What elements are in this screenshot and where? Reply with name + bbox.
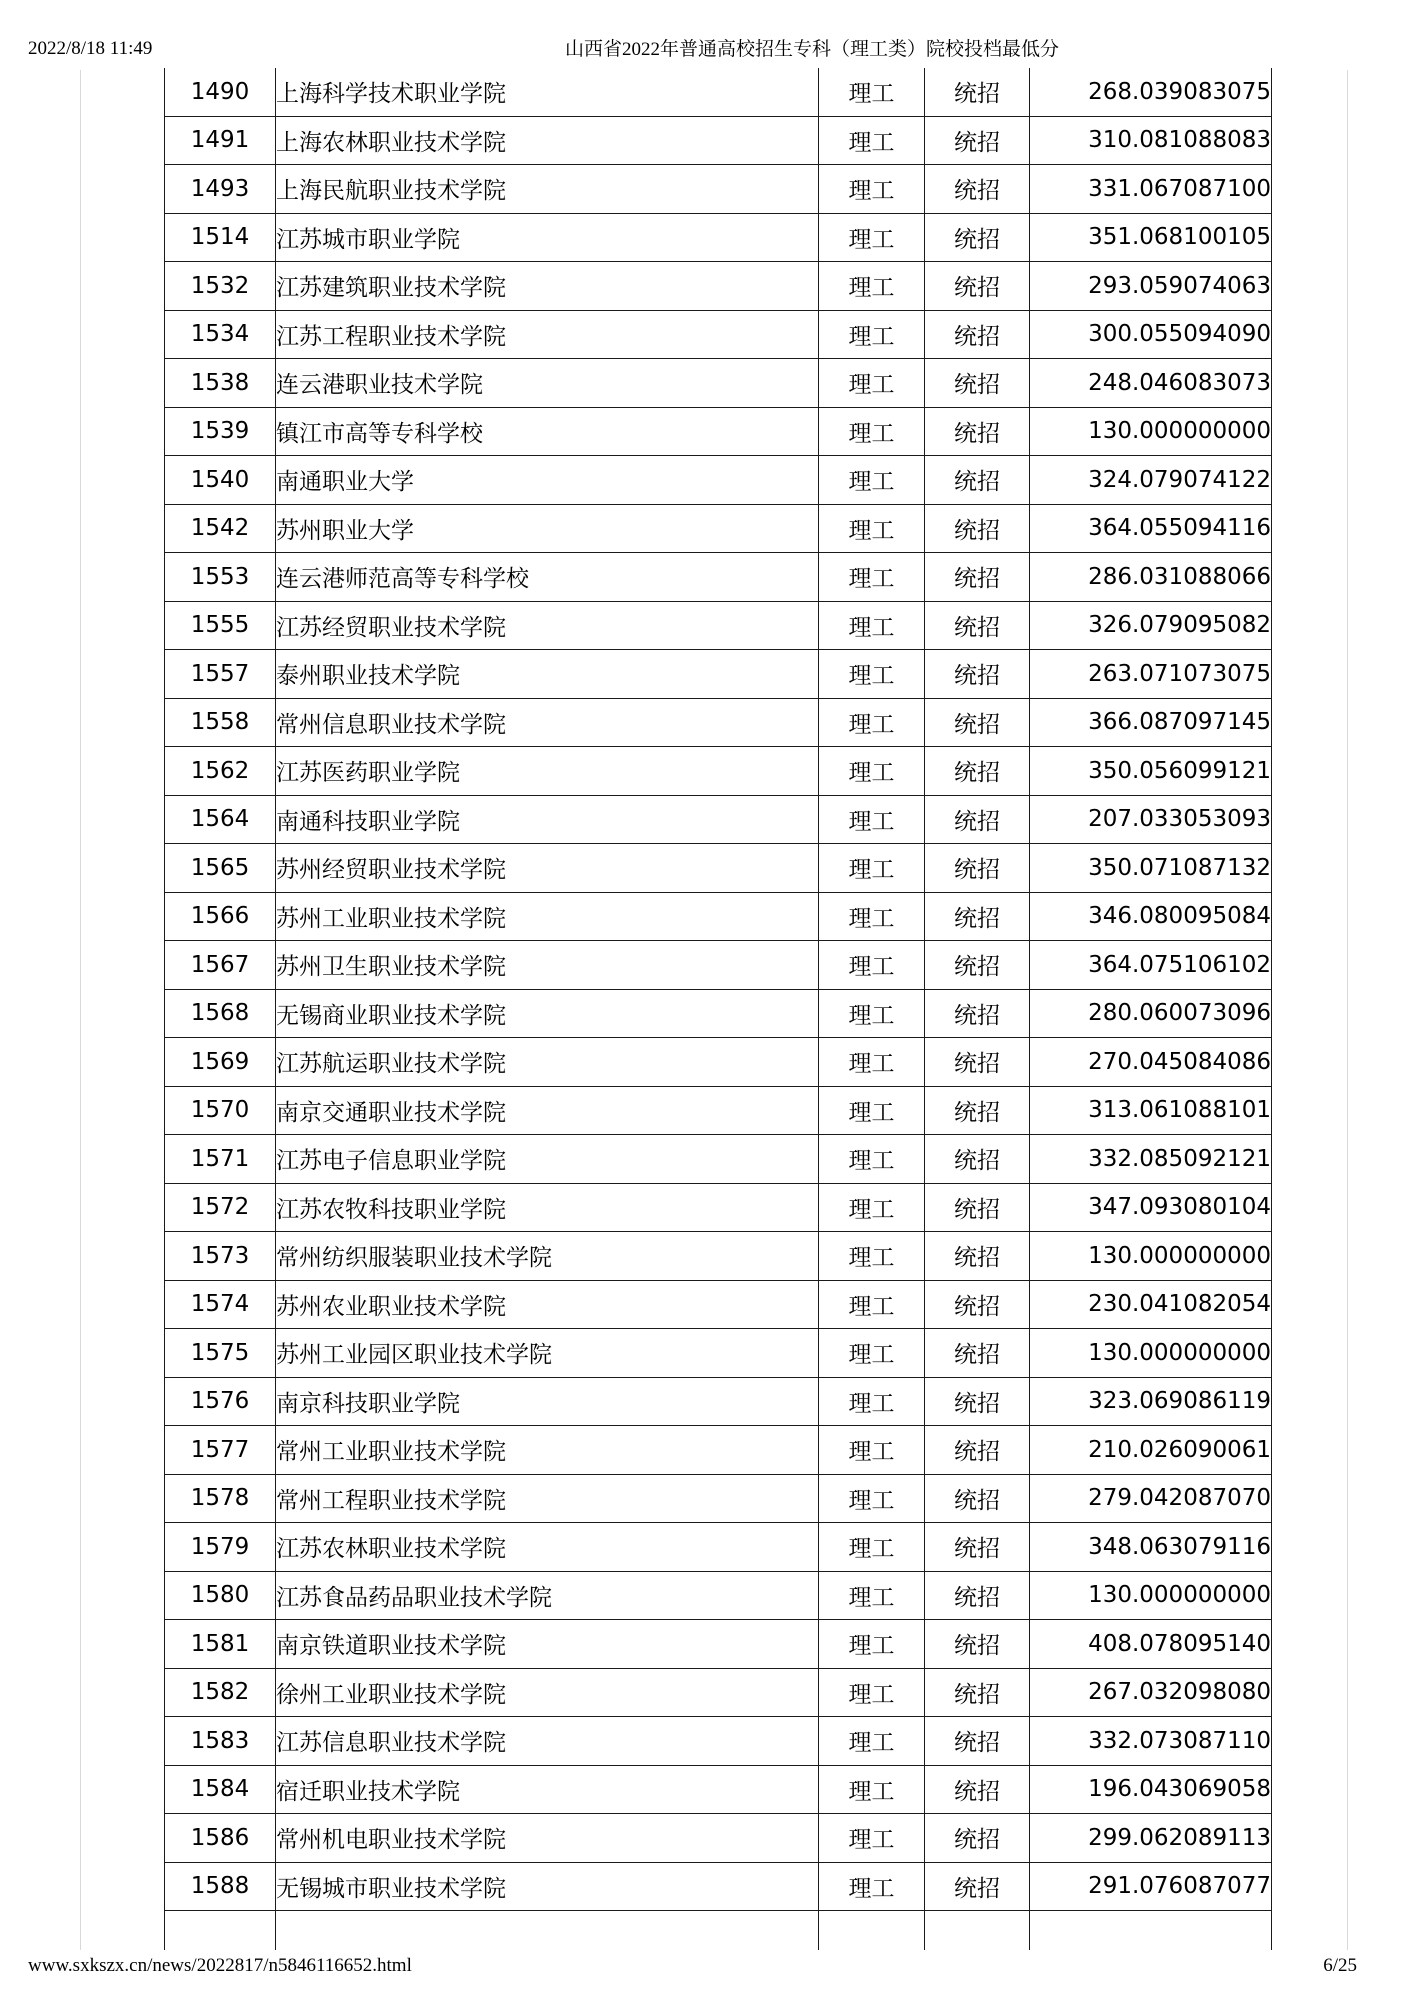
empty-cell: [819, 1911, 925, 1951]
admission-type-cell: 统招: [925, 359, 1030, 408]
school-code-cell: 1583: [165, 1717, 276, 1766]
admission-type-cell: 统招: [925, 1523, 1030, 1572]
admission-type-cell: 统招: [925, 68, 1030, 116]
school-code-cell: 1566: [165, 892, 276, 941]
empty-cell: [276, 1911, 819, 1951]
school-code-cell: 1568: [165, 989, 276, 1038]
school-name-cell: 无锡城市职业技术学院: [276, 1862, 819, 1911]
school-name-cell: 宿迁职业技术学院: [276, 1765, 819, 1814]
table-row: [165, 989, 1272, 1038]
school-name-cell: 徐州工业职业技术学院: [276, 1668, 819, 1717]
table-row: [165, 1426, 1272, 1475]
category-cell: 理工: [819, 1814, 925, 1863]
category-cell: 理工: [819, 262, 925, 311]
admission-type-cell: 统招: [925, 1183, 1030, 1232]
table-row: [165, 1474, 1272, 1523]
school-code-cell: 1534: [165, 310, 276, 359]
school-code-cell: 1562: [165, 747, 276, 796]
category-cell: 理工: [819, 941, 925, 990]
table-row: [165, 1668, 1272, 1717]
school-code-cell: 1572: [165, 1183, 276, 1232]
school-code-cell: 1576: [165, 1377, 276, 1426]
score-table-container: [164, 68, 1272, 1950]
admission-type-cell: 统招: [925, 553, 1030, 602]
category-cell: 理工: [819, 1765, 925, 1814]
category-cell: 理工: [819, 407, 925, 456]
min-score-cell: 230.041082054: [1030, 1280, 1272, 1329]
category-cell: 理工: [819, 795, 925, 844]
table-row: [165, 1232, 1272, 1281]
school-code-cell: 1553: [165, 553, 276, 602]
admission-type-cell: 统招: [925, 698, 1030, 747]
school-name-cell: 连云港师范高等专科学校: [276, 553, 819, 602]
table-row: [165, 1571, 1272, 1620]
school-name-cell: 连云港职业技术学院: [276, 359, 819, 408]
category-cell: 理工: [819, 1183, 925, 1232]
min-score-cell: 350.056099121: [1030, 747, 1272, 796]
school-code-cell: 1575: [165, 1329, 276, 1378]
category-cell: 理工: [819, 1086, 925, 1135]
school-name-cell: 常州机电职业技术学院: [276, 1814, 819, 1863]
admission-type-cell: 统招: [925, 310, 1030, 359]
min-score-cell: 324.079074122: [1030, 456, 1272, 505]
table-row: [165, 359, 1272, 408]
min-score-cell: 130.000000000: [1030, 1329, 1272, 1378]
table-row: [165, 310, 1272, 359]
admission-type-cell: 统招: [925, 1717, 1030, 1766]
table-row: [165, 213, 1272, 262]
table-row: [165, 1814, 1272, 1863]
admission-type-cell: 统招: [925, 1571, 1030, 1620]
table-row: [165, 1765, 1272, 1814]
table-row: [165, 165, 1272, 214]
school-name-cell: 江苏农牧科技职业学院: [276, 1183, 819, 1232]
category-cell: 理工: [819, 456, 925, 505]
category-cell: 理工: [819, 1523, 925, 1572]
min-score-cell: 347.093080104: [1030, 1183, 1272, 1232]
min-score-cell: 286.031088066: [1030, 553, 1272, 602]
table-row: [165, 1280, 1272, 1329]
school-code-cell: 1582: [165, 1668, 276, 1717]
min-score-cell: 210.026090061: [1030, 1426, 1272, 1475]
category-cell: 理工: [819, 1571, 925, 1620]
table-row: [165, 553, 1272, 602]
min-score-cell: 263.071073075: [1030, 650, 1272, 699]
school-code-cell: 1578: [165, 1474, 276, 1523]
school-code-cell: 1579: [165, 1523, 276, 1572]
school-code-cell: 1577: [165, 1426, 276, 1475]
school-name-cell: 南京铁道职业技术学院: [276, 1620, 819, 1669]
table-row: [165, 116, 1272, 165]
category-cell: 理工: [819, 1668, 925, 1717]
table-row: [165, 1717, 1272, 1766]
category-cell: 理工: [819, 698, 925, 747]
table-row: [165, 941, 1272, 990]
category-cell: 理工: [819, 1377, 925, 1426]
school-name-cell: 无锡商业职业技术学院: [276, 989, 819, 1038]
admission-type-cell: 统招: [925, 1765, 1030, 1814]
min-score-cell: 130.000000000: [1030, 1571, 1272, 1620]
table-row: [165, 650, 1272, 699]
min-score-cell: 332.073087110: [1030, 1717, 1272, 1766]
min-score-cell: 364.055094116: [1030, 504, 1272, 553]
admission-type-cell: 统招: [925, 941, 1030, 990]
min-score-cell: 293.059074063: [1030, 262, 1272, 311]
school-name-cell: 江苏工程职业技术学院: [276, 310, 819, 359]
table-row-empty: [165, 1911, 1272, 1951]
category-cell: 理工: [819, 1135, 925, 1184]
admission-type-cell: 统招: [925, 650, 1030, 699]
category-cell: 理工: [819, 892, 925, 941]
admission-type-cell: 统招: [925, 601, 1030, 650]
table-row: [165, 68, 1272, 116]
school-code-cell: 1558: [165, 698, 276, 747]
admission-type-cell: 统招: [925, 747, 1030, 796]
school-name-cell: 江苏建筑职业技术学院: [276, 262, 819, 311]
table-row: [165, 698, 1272, 747]
table-row: [165, 601, 1272, 650]
table-row: [165, 844, 1272, 893]
min-score-cell: 366.087097145: [1030, 698, 1272, 747]
school-name-cell: 南通科技职业学院: [276, 795, 819, 844]
min-score-cell: 326.079095082: [1030, 601, 1272, 650]
min-score-cell: 270.045084086: [1030, 1038, 1272, 1087]
min-score-cell: 196.043069058: [1030, 1765, 1272, 1814]
category-cell: 理工: [819, 310, 925, 359]
min-score-cell: 207.033053093: [1030, 795, 1272, 844]
school-name-cell: 苏州经贸职业技术学院: [276, 844, 819, 893]
min-score-cell: 280.060073096: [1030, 989, 1272, 1038]
category-cell: 理工: [819, 989, 925, 1038]
table-row: [165, 1862, 1272, 1911]
min-score-cell: 300.055094090: [1030, 310, 1272, 359]
school-name-cell: 南通职业大学: [276, 456, 819, 505]
school-name-cell: 上海民航职业技术学院: [276, 165, 819, 214]
admission-type-cell: 统招: [925, 213, 1030, 262]
table-row: [165, 1086, 1272, 1135]
min-score-cell: 323.069086119: [1030, 1377, 1272, 1426]
school-code-cell: 1539: [165, 407, 276, 456]
table-row: [165, 795, 1272, 844]
school-name-cell: 江苏食品药品职业技术学院: [276, 1571, 819, 1620]
page-edge-right: [1347, 70, 1348, 1950]
admission-type-cell: 统招: [925, 1814, 1030, 1863]
empty-cell: [165, 1911, 276, 1951]
school-code-cell: 1557: [165, 650, 276, 699]
min-score-cell: 268.039083075: [1030, 68, 1272, 116]
admission-type-cell: 统招: [925, 262, 1030, 311]
school-name-cell: 苏州农业职业技术学院: [276, 1280, 819, 1329]
table-row: [165, 1620, 1272, 1669]
school-name-cell: 江苏经贸职业技术学院: [276, 601, 819, 650]
category-cell: 理工: [819, 165, 925, 214]
school-name-cell: 常州纺织服装职业技术学院: [276, 1232, 819, 1281]
print-datetime: 2022/8/18 11:49: [28, 38, 153, 59]
category-cell: 理工: [819, 1862, 925, 1911]
school-name-cell: 上海农林职业技术学院: [276, 116, 819, 165]
page-edge-left: [80, 70, 81, 1950]
table-row: [165, 1038, 1272, 1087]
category-cell: 理工: [819, 1717, 925, 1766]
table-row: [165, 262, 1272, 311]
school-name-cell: 苏州工业职业技术学院: [276, 892, 819, 941]
admission-type-cell: 统招: [925, 1135, 1030, 1184]
school-code-cell: 1490: [165, 68, 276, 116]
school-name-cell: 江苏农林职业技术学院: [276, 1523, 819, 1572]
school-name-cell: 镇江市高等专科学校: [276, 407, 819, 456]
school-name-cell: 泰州职业技术学院: [276, 650, 819, 699]
page-number: 6/25: [1323, 1955, 1357, 1976]
category-cell: 理工: [819, 68, 925, 116]
school-name-cell: 江苏航运职业技术学院: [276, 1038, 819, 1087]
category-cell: 理工: [819, 650, 925, 699]
admission-type-cell: 统招: [925, 1280, 1030, 1329]
empty-cell: [925, 1911, 1030, 1951]
table-row: [165, 504, 1272, 553]
category-cell: 理工: [819, 213, 925, 262]
school-code-cell: 1564: [165, 795, 276, 844]
table-row: [165, 456, 1272, 505]
min-score-cell: 291.076087077: [1030, 1862, 1272, 1911]
school-code-cell: 1514: [165, 213, 276, 262]
category-cell: 理工: [819, 553, 925, 602]
school-code-cell: 1493: [165, 165, 276, 214]
admission-type-cell: 统招: [925, 407, 1030, 456]
school-code-cell: 1491: [165, 116, 276, 165]
min-score-cell: 348.063079116: [1030, 1523, 1272, 1572]
school-name-cell: 常州工业职业技术学院: [276, 1426, 819, 1475]
school-code-cell: 1588: [165, 1862, 276, 1911]
admission-type-cell: 统招: [925, 165, 1030, 214]
admission-type-cell: 统招: [925, 1620, 1030, 1669]
min-score-cell: 267.032098080: [1030, 1668, 1272, 1717]
admission-type-cell: 统招: [925, 989, 1030, 1038]
min-score-cell: 408.078095140: [1030, 1620, 1272, 1669]
school-code-cell: 1569: [165, 1038, 276, 1087]
admission-type-cell: 统招: [925, 1862, 1030, 1911]
admission-type-cell: 统招: [925, 1426, 1030, 1475]
print-url: www.sxkszx.cn/news/2022817/n5846116652.html: [28, 1955, 412, 1976]
table-row: [165, 747, 1272, 796]
admission-type-cell: 统招: [925, 1474, 1030, 1523]
table-row: [165, 892, 1272, 941]
school-code-cell: 1586: [165, 1814, 276, 1863]
school-code-cell: 1580: [165, 1571, 276, 1620]
school-code-cell: 1542: [165, 504, 276, 553]
category-cell: 理工: [819, 1038, 925, 1087]
admission-type-cell: 统招: [925, 1377, 1030, 1426]
school-code-cell: 1584: [165, 1765, 276, 1814]
school-code-cell: 1571: [165, 1135, 276, 1184]
school-code-cell: 1574: [165, 1280, 276, 1329]
category-cell: 理工: [819, 1620, 925, 1669]
table-row: [165, 1329, 1272, 1378]
school-name-cell: 苏州职业大学: [276, 504, 819, 553]
admission-type-cell: 统招: [925, 892, 1030, 941]
min-score-cell: 364.075106102: [1030, 941, 1272, 990]
admission-type-cell: 统招: [925, 844, 1030, 893]
category-cell: 理工: [819, 116, 925, 165]
school-code-cell: 1555: [165, 601, 276, 650]
school-code-cell: 1538: [165, 359, 276, 408]
table-row: [165, 1523, 1272, 1572]
school-name-cell: 常州信息职业技术学院: [276, 698, 819, 747]
school-code-cell: 1570: [165, 1086, 276, 1135]
category-cell: 理工: [819, 747, 925, 796]
admission-type-cell: 统招: [925, 1232, 1030, 1281]
admission-type-cell: 统招: [925, 456, 1030, 505]
school-name-cell: 江苏医药职业学院: [276, 747, 819, 796]
min-score-cell: 310.081088083: [1030, 116, 1272, 165]
school-name-cell: 常州工程职业技术学院: [276, 1474, 819, 1523]
school-name-cell: 南京交通职业技术学院: [276, 1086, 819, 1135]
school-code-cell: 1532: [165, 262, 276, 311]
min-score-cell: 313.061088101: [1030, 1086, 1272, 1135]
school-name-cell: 江苏城市职业学院: [276, 213, 819, 262]
min-score-cell: 350.071087132: [1030, 844, 1272, 893]
school-name-cell: 苏州工业园区职业技术学院: [276, 1329, 819, 1378]
school-name-cell: 江苏信息职业技术学院: [276, 1717, 819, 1766]
category-cell: 理工: [819, 359, 925, 408]
admission-type-cell: 统招: [925, 1038, 1030, 1087]
table-row: [165, 407, 1272, 456]
score-table-body: [165, 68, 1272, 1911]
admission-type-cell: 统招: [925, 1086, 1030, 1135]
min-score-cell: 346.080095084: [1030, 892, 1272, 941]
admission-type-cell: 统招: [925, 504, 1030, 553]
min-score-cell: 130.000000000: [1030, 1232, 1272, 1281]
score-table: [164, 68, 1272, 1950]
admission-type-cell: 统招: [925, 1668, 1030, 1717]
min-score-cell: 299.062089113: [1030, 1814, 1272, 1863]
school-name-cell: 南京科技职业学院: [276, 1377, 819, 1426]
admission-type-cell: 统招: [925, 795, 1030, 844]
min-score-cell: 351.068100105: [1030, 213, 1272, 262]
category-cell: 理工: [819, 1232, 925, 1281]
school-code-cell: 1565: [165, 844, 276, 893]
min-score-cell: 331.067087100: [1030, 165, 1272, 214]
category-cell: 理工: [819, 1426, 925, 1475]
category-cell: 理工: [819, 601, 925, 650]
min-score-cell: 248.046083073: [1030, 359, 1272, 408]
school-code-cell: 1567: [165, 941, 276, 990]
category-cell: 理工: [819, 1329, 925, 1378]
min-score-cell: 130.000000000: [1030, 407, 1272, 456]
page-title: 山西省2022年普通高校招生专科（理工类）院校投档最低分: [565, 39, 1060, 60]
score-table-continuation: [165, 1911, 1272, 1951]
empty-cell: [1030, 1911, 1272, 1951]
school-code-cell: 1573: [165, 1232, 276, 1281]
category-cell: 理工: [819, 504, 925, 553]
admission-type-cell: 统招: [925, 1329, 1030, 1378]
table-row: [165, 1183, 1272, 1232]
table-row: [165, 1135, 1272, 1184]
category-cell: 理工: [819, 1474, 925, 1523]
category-cell: 理工: [819, 844, 925, 893]
school-name-cell: 上海科学技术职业学院: [276, 68, 819, 116]
school-code-cell: 1581: [165, 1620, 276, 1669]
min-score-cell: 279.042087070: [1030, 1474, 1272, 1523]
school-name-cell: 苏州卫生职业技术学院: [276, 941, 819, 990]
school-name-cell: 江苏电子信息职业学院: [276, 1135, 819, 1184]
school-code-cell: 1540: [165, 456, 276, 505]
category-cell: 理工: [819, 1280, 925, 1329]
admission-type-cell: 统招: [925, 116, 1030, 165]
min-score-cell: 332.085092121: [1030, 1135, 1272, 1184]
table-row: [165, 1377, 1272, 1426]
